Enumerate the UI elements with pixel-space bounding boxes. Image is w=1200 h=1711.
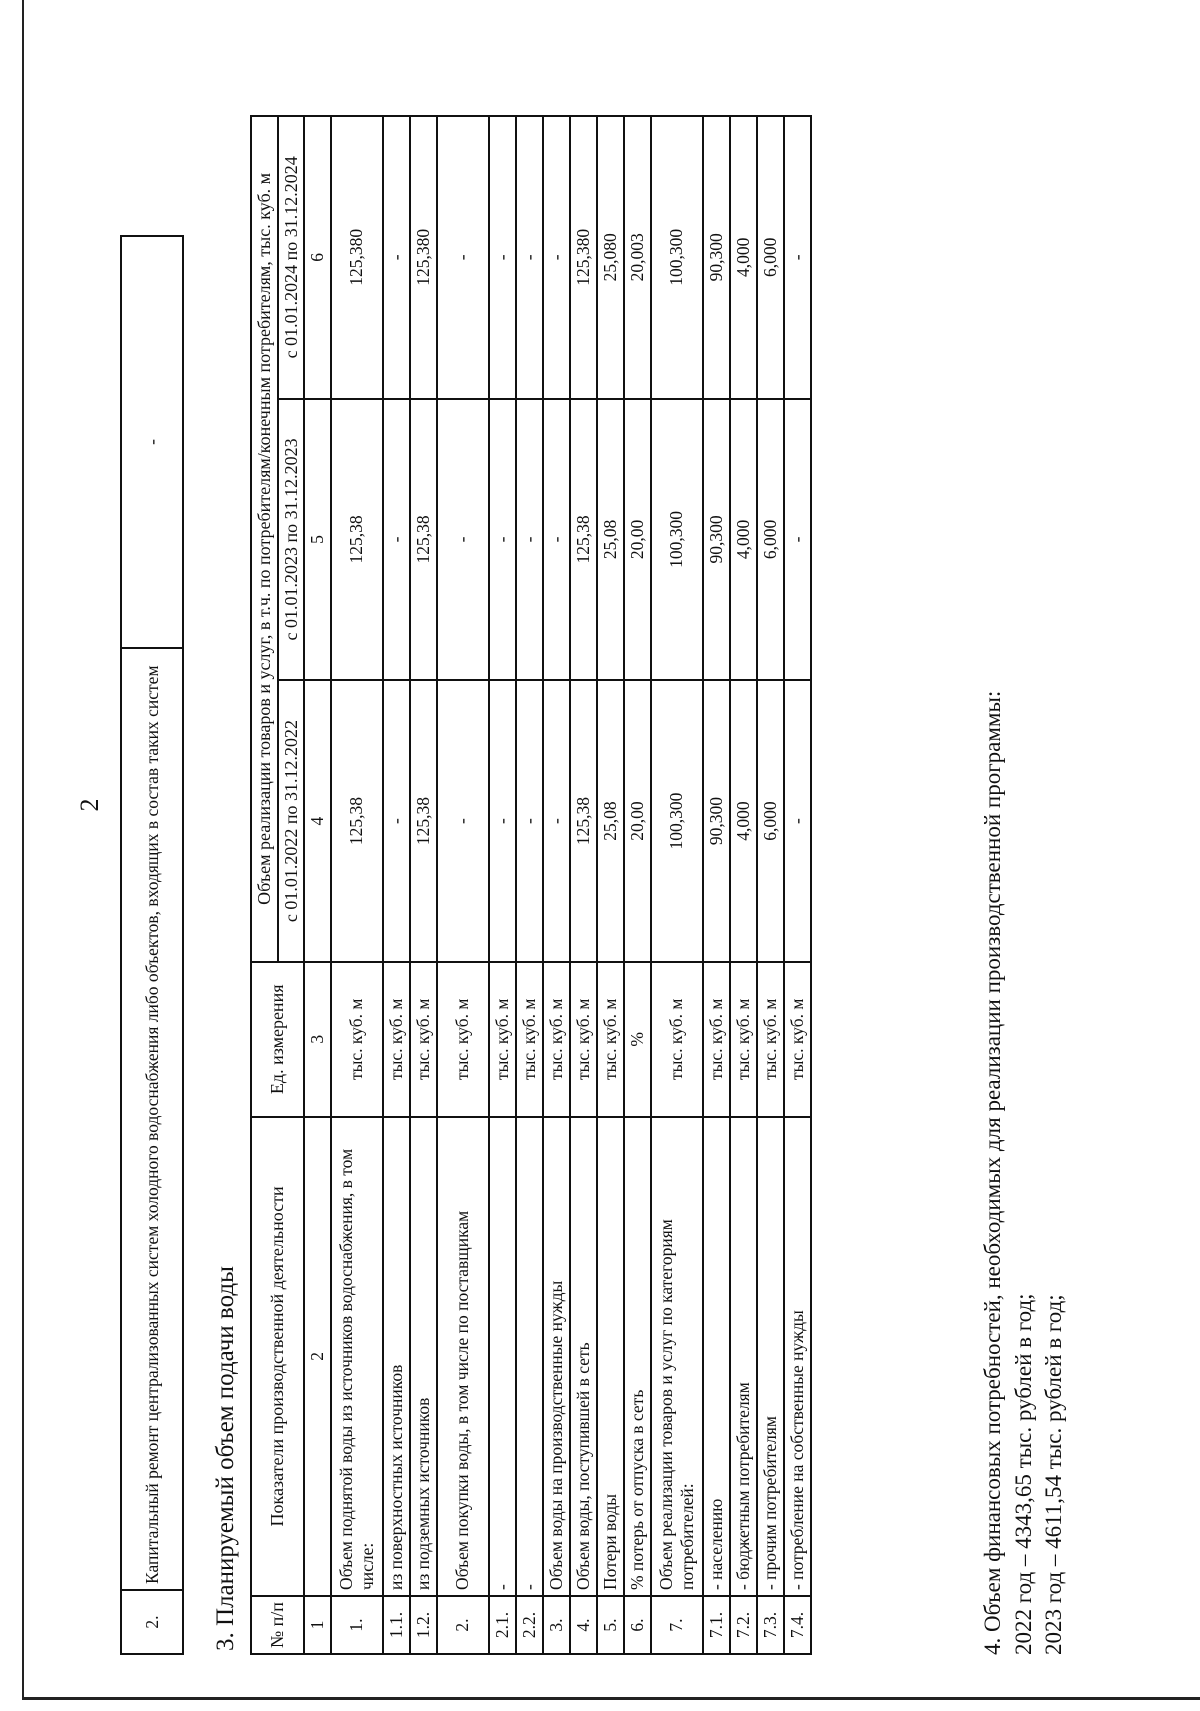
value-2024: - (383, 116, 410, 399)
value-2023: 6,000 (757, 399, 784, 681)
row-unit: тыс. куб. м (489, 962, 516, 1117)
table-row (570, 116, 597, 1654)
row-unit: тыс. куб. м (784, 962, 811, 1117)
row-unit: тыс. куб. м (331, 962, 383, 1117)
value-2024: - (543, 116, 570, 399)
table-row (383, 116, 410, 1654)
value-2024: - (437, 116, 489, 399)
row-number: 7.3. (757, 1596, 784, 1654)
value-2024: 6,000 (757, 116, 784, 399)
table-row (331, 116, 383, 1654)
value-2024: - (784, 116, 811, 399)
row-unit: тыс. куб. м (651, 962, 703, 1117)
water-supply-table (250, 115, 812, 1655)
row-number: 4. (570, 1596, 597, 1654)
row-unit: % (624, 962, 651, 1117)
value-2022: - (543, 680, 570, 962)
row-number: 3. (543, 1596, 570, 1654)
row-label: Объем воды, поступившей в сеть (570, 1117, 597, 1596)
header-period-2022: с 01.01.2022 по 31.12.2022 (278, 680, 305, 962)
value-2022: - (383, 680, 410, 962)
header-unit: Ед. измерения (251, 962, 304, 1117)
col-number: 5 (304, 399, 330, 681)
row-text: Капитальный ремонт централизованных систем холодного водоснабжения либо объектов, входящих в состав таких систем (121, 648, 183, 1590)
table-row (703, 116, 730, 1654)
row-label: % потерь от отпуска в сеть (624, 1117, 651, 1596)
value-2024: 25,080 (597, 116, 624, 399)
table-row (597, 116, 624, 1654)
row-number: 2.1. (489, 1596, 516, 1654)
column-number-row (304, 116, 330, 1654)
row-number: 2. (121, 1590, 183, 1654)
value-2024: 90,300 (703, 116, 730, 399)
row-number: 7.2. (730, 1596, 757, 1654)
section-4 (978, 691, 1070, 1655)
value-2024: 125,380 (570, 116, 597, 399)
value-2023: - (383, 399, 410, 681)
row-label: - бюджетным потребителям (730, 1117, 757, 1596)
value-2024: 125,380 (331, 116, 383, 399)
row-label: - прочим потребителям (757, 1117, 784, 1596)
table-row (516, 116, 543, 1654)
table-body (331, 116, 811, 1654)
rotated-page-content (120, 15, 1200, 1655)
row-unit: тыс. куб. м (570, 962, 597, 1117)
table-row (543, 116, 570, 1654)
row-label: из подземных источников (410, 1117, 437, 1596)
row-number: 6. (624, 1596, 651, 1654)
finance-line-2023: 2023 год – 4611,54 тыс. рублей в год; (1041, 1294, 1067, 1655)
value-2024: 125,380 (410, 116, 437, 399)
row-unit: тыс. куб. м (757, 962, 784, 1117)
row-number: 2. (437, 1596, 489, 1654)
header-period-2023: с 01.01.2023 по 31.12.2023 (278, 399, 305, 681)
value-2022: 125,38 (331, 680, 383, 962)
table-row (410, 116, 437, 1654)
value-2024: 20,003 (624, 116, 651, 399)
value-2023: 4,000 (730, 399, 757, 681)
value-2022: 125,38 (410, 680, 437, 962)
row-label: Объем покупки воды, в том числе по поставщикам (437, 1117, 489, 1596)
table-row (730, 116, 757, 1654)
row-number: 7. (651, 1596, 703, 1654)
row-label: Объем реализации товаров и услуг по категориям потребителей: (651, 1117, 703, 1596)
row-label: Объем воды на производственные нужды (543, 1117, 570, 1596)
col-number: 1 (304, 1596, 330, 1654)
value-2023: 125,38 (331, 399, 383, 681)
value-2023: - (784, 399, 811, 681)
row-number: 5. (597, 1596, 624, 1654)
value-2022: 125,38 (570, 680, 597, 962)
table-row (651, 116, 703, 1654)
value-2022: - (489, 680, 516, 962)
header-indicator: Показатели производственной деятельности (251, 1117, 304, 1596)
row-unit: тыс. куб. м (730, 962, 757, 1117)
value-2022: 20,00 (624, 680, 651, 962)
value-2022: 6,000 (757, 680, 784, 962)
header-volume: Объем реализации товаров и услуг, в т.ч. по потребителям/конечным потребителям, тыс. куб. м (251, 116, 278, 962)
page-number: 2 (75, 798, 104, 812)
finance-line-2022: 2022 год – 4343,65 тыс. рублей в год; (1010, 1293, 1036, 1655)
value-2022: - (784, 680, 811, 962)
table-row (437, 116, 489, 1654)
row-label: - населению (703, 1117, 730, 1596)
value-2023: 125,38 (570, 399, 597, 681)
section-4-title: 4. Объем финансовых потребностей, необходимых для реализации производственной программы: (980, 690, 1005, 1655)
table-row (489, 116, 516, 1654)
row-unit: тыс. куб. м (543, 962, 570, 1117)
row-number: 7.1. (703, 1596, 730, 1654)
table-row (121, 236, 183, 1654)
value-2024: - (489, 116, 516, 399)
value-2022: 100,300 (651, 680, 703, 962)
row-unit: тыс. куб. м (516, 962, 543, 1117)
col-number: 3 (304, 962, 330, 1117)
row-label: Потери воды (597, 1117, 624, 1596)
row-label: из поверхностных источников (383, 1117, 410, 1596)
row-number: 2.2. (516, 1596, 543, 1654)
table-row (757, 116, 784, 1654)
value-2024: 4,000 (730, 116, 757, 399)
value-2023: 90,300 (703, 399, 730, 681)
row-number: 1.1. (383, 1596, 410, 1654)
header-period-2024: с 01.01.2024 по 31.12.2024 (278, 116, 305, 399)
value-2023: - (437, 399, 489, 681)
value-2023: 25,08 (597, 399, 624, 681)
value-2024: 100,300 (651, 116, 703, 399)
value-2022: 90,300 (703, 680, 730, 962)
row-label: - (516, 1117, 543, 1596)
value-2022: - (437, 680, 489, 962)
value-2023: - (489, 399, 516, 681)
value-2024: - (516, 116, 543, 399)
value-2022: - (516, 680, 543, 962)
row-number: 7.4. (784, 1596, 811, 1654)
row-label: - потребление на собственные нужды (784, 1117, 811, 1596)
value-2023: 20,00 (624, 399, 651, 681)
section-3-title: 3. Планируемый объем подачи воды (212, 1266, 239, 1651)
value-2023: - (543, 399, 570, 681)
value-2022: 4,000 (730, 680, 757, 962)
value-2023: 125,38 (410, 399, 437, 681)
header-row (251, 116, 278, 1654)
row-number: 1.2. (410, 1596, 437, 1654)
col-number: 6 (304, 116, 330, 399)
value-2023: - (516, 399, 543, 681)
row-unit: тыс. куб. м (703, 962, 730, 1117)
row-unit: тыс. куб. м (410, 962, 437, 1117)
table-row (624, 116, 651, 1654)
capital-repair-table (120, 235, 184, 1655)
row-label: Объем поднятой воды из источников водоснабжения, в том числе: (331, 1117, 383, 1596)
row-unit: тыс. куб. м (597, 962, 624, 1117)
value-2022: 25,08 (597, 680, 624, 962)
row-number: 1. (331, 1596, 383, 1654)
header-num: № п/п (251, 1596, 304, 1654)
value-2023: 100,300 (651, 399, 703, 681)
col-number: 2 (304, 1117, 330, 1596)
col-number: 4 (304, 680, 330, 962)
table-row (784, 116, 811, 1654)
row-unit: тыс. куб. м (437, 962, 489, 1117)
row-value: - (121, 236, 183, 648)
row-unit: тыс. куб. м (383, 962, 410, 1117)
row-label: - (489, 1117, 516, 1596)
